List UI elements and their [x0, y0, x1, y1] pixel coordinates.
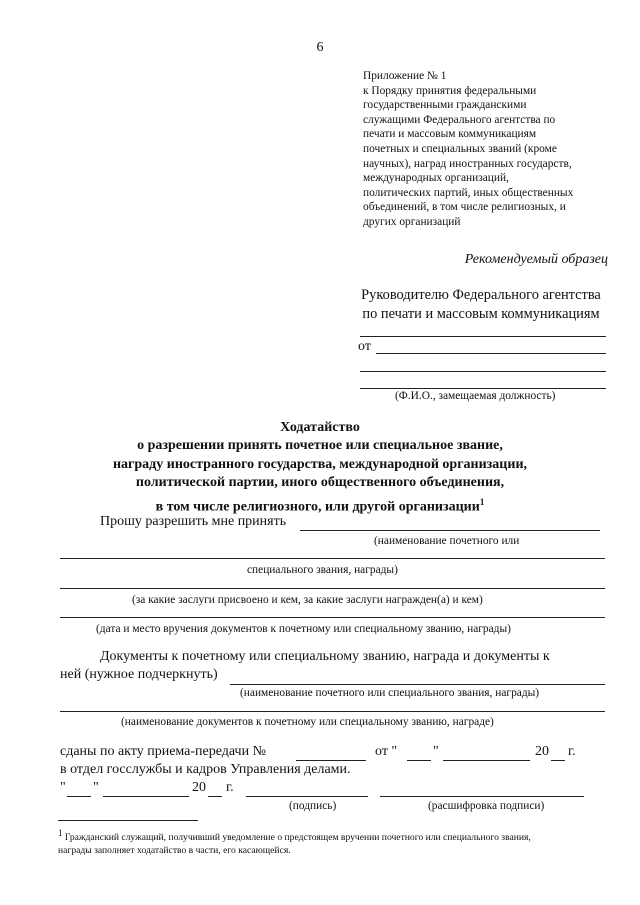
footnote-divider — [58, 820, 198, 821]
date-quote-close: " — [93, 780, 99, 795]
recommended-sample-label: Рекомендуемый образец — [464, 252, 608, 267]
month-blank-line[interactable] — [443, 760, 530, 761]
caption-decoding: (расшифровка подписи) — [428, 800, 545, 812]
signature-decoding-blank-line[interactable] — [380, 796, 584, 797]
document-title — [0, 419, 640, 517]
day-blank-line[interactable] — [407, 760, 431, 761]
caption-docs: (наименование документов к почетному или специальному званию, награде) — [121, 716, 494, 728]
handed-text: сданы по акту приема-передачи № — [60, 744, 266, 759]
caption-merits: (за какие заслуги присвоено и кем, за какие заслуги награжден(а) и кем) — [132, 594, 483, 606]
caption-name-2: специального звания, награды) — [247, 564, 398, 576]
from-label: от — [358, 339, 371, 354]
appendix-line: печати и массовым коммуникациям — [363, 128, 537, 141]
addressee-block — [352, 286, 610, 324]
quote-close: " — [433, 744, 439, 759]
footnote — [58, 827, 598, 857]
fio-caption: (Ф.И.О., замещаемая должность) — [395, 390, 556, 402]
department-text: в отдел госслужбы и кадров Управления делами. — [60, 762, 351, 777]
title-line: Ходатайство — [280, 420, 360, 435]
title-line: политической партии, иного общественного объединения, — [135, 475, 505, 491]
year-blank-line[interactable] — [551, 760, 565, 761]
merits-blank-line[interactable] — [60, 588, 605, 589]
act-number-blank-line[interactable] — [296, 760, 366, 761]
date-year-blank-line[interactable] — [208, 796, 222, 797]
appendix-block — [363, 69, 623, 230]
date-year-prefix: 20 — [192, 780, 206, 795]
signature-blank-line[interactable] — [246, 796, 368, 797]
date-place-blank-line[interactable] — [60, 617, 605, 618]
addressee-line: Руководителю Федерального агентства — [361, 287, 601, 303]
addressee-blank-line[interactable] — [360, 388, 606, 389]
documents-text-line1: Документы к почетному или специальному званию, награда и документы к — [100, 649, 550, 664]
date-year-suffix: г. — [226, 780, 234, 795]
caption-date-place: (дата и место вручения документов к почетному или специальному званию, награды) — [96, 623, 511, 635]
footnote-line: награды заполняет ходатайство в части, его касающейся. — [58, 845, 291, 857]
footnote-mark: 1 — [479, 496, 485, 507]
appendix-line: научных), наград иностранных государств, — [363, 157, 572, 170]
year-prefix: 20 — [535, 744, 549, 759]
caption-name-award: (наименование почетного или специального звания, награды) — [240, 687, 540, 699]
title-line: в том числе религиозного, или другой организации — [155, 499, 480, 515]
request-text: Прошу разрешить мне принять — [100, 514, 287, 529]
award-name-blank-line[interactable] — [230, 684, 605, 685]
appendix-line: других организаций — [363, 215, 461, 228]
caption-signature: (подпись) — [289, 800, 337, 812]
addressee-blank-line[interactable] — [360, 336, 606, 337]
appendix-line: политических партий, иных общественных — [363, 186, 574, 199]
appendix-line: международных организаций, — [363, 172, 509, 185]
date-quote-open: " — [60, 780, 66, 795]
date-month-blank-line[interactable] — [103, 796, 189, 797]
addressee-blank-line[interactable] — [360, 371, 606, 372]
appendix-line: служащими Федерального агентства по — [363, 113, 556, 126]
footnote-line: Гражданский служащий, получивший уведомление о предстоящем вручении почетного или специального звания, — [64, 832, 531, 844]
from-date-text: от " — [375, 744, 398, 759]
year-suffix: г. — [568, 744, 576, 759]
documents-text-line2: ней (нужное подчеркнуть) — [60, 667, 218, 682]
award-name-blank-line[interactable] — [300, 530, 600, 531]
date-day-blank-line[interactable] — [67, 796, 91, 797]
appendix-line: объединений, в том числе религиозных, и — [363, 201, 566, 214]
title-line: о разрешении принять почетное или специальное звание, — [137, 438, 503, 454]
footnote-number: 1 — [58, 828, 63, 838]
appendix-line: к Порядку принятия федеральными — [363, 84, 537, 97]
appendix-line: почетных и специальных званий (кроме — [363, 142, 557, 155]
title-line: награду иностранного государства, международной организации, — [112, 456, 528, 472]
page-number: 6 — [316, 40, 324, 55]
appendix-line: Приложение № 1 — [363, 70, 447, 82]
appendix-line: государственными гражданскими — [363, 99, 527, 112]
documents-blank-line[interactable] — [60, 711, 605, 712]
award-name-blank-line[interactable] — [60, 558, 605, 559]
from-blank-line[interactable] — [376, 353, 606, 354]
caption-name-1: (наименование почетного или — [374, 535, 520, 547]
addressee-line: по печати и массовым коммуникациям — [362, 306, 600, 322]
